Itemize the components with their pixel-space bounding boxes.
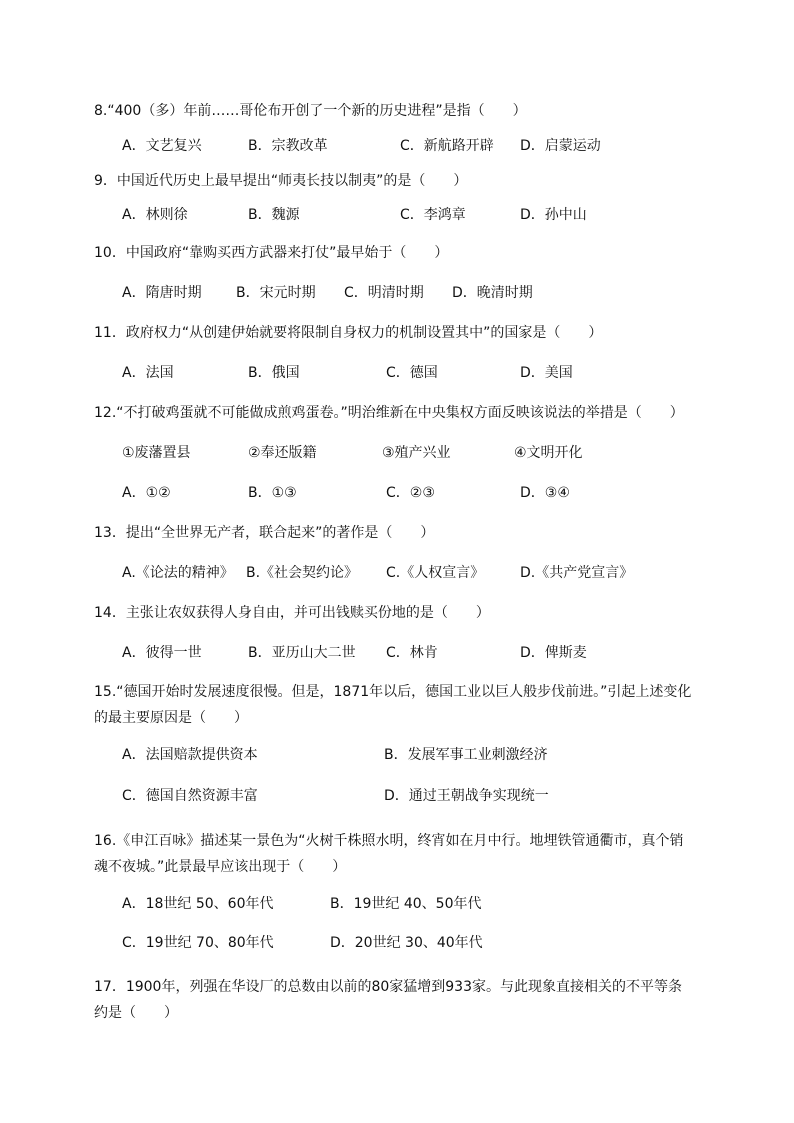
question-13-option-d: D.《共产党宣言》 [520, 565, 634, 581]
question-14-stem: 14．主张让农奴获得人身自由，并可出钱赎买份地的是（ ） [94, 605, 490, 621]
question-13-option-c: C.《人权宣言》 [386, 565, 485, 581]
question-13-stem: 13．提出“全世界无产者，联合起来”的著作是（ ） [94, 525, 435, 541]
question-10-option-b: B．宋元时期 [236, 285, 316, 301]
question-12-item-3: ③殖产兴业 [382, 445, 451, 461]
question-9-option-c: C．李鸿章 [400, 207, 466, 223]
question-8-stem: 8.“400（多）年前……哥伦布开创了一个新的历史进程”是指（ ） [94, 103, 527, 119]
question-16-stem: 16.《申江百咏》描述某一景色为“火树千株照水明，终宵如在月中行。地埋铁管通衢市，真个销魂不夜城。”此景最早应该出现于（ ） [94, 833, 684, 875]
question-12-option-c: C．②③ [386, 485, 435, 501]
question-12-option-d: D．③④ [520, 485, 570, 501]
question-12-option-a: A．①② [122, 485, 171, 501]
question-12-option-b: B．①③ [248, 485, 297, 501]
question-10-stem: 10．中国政府“靠购买西方武器来打仗”最早始于（ ） [94, 245, 449, 261]
question-16-option-b: B．19世纪 40、50年代 [330, 896, 482, 912]
question-11-option-c: C．德国 [386, 365, 438, 381]
question-8-option-d: D．启蒙运动 [520, 138, 601, 154]
question-11-option-b: B．俄国 [248, 365, 300, 381]
question-14-option-c: C．林肯 [386, 645, 438, 661]
question-14-option-d: D．俾斯麦 [520, 645, 587, 661]
question-11-stem: 11．政府权力“从创建伊始就要将限制自身权力的机制设置其中”的国家是（ ） [94, 325, 603, 341]
question-14-option-b: B．亚历山大二世 [248, 645, 356, 661]
question-8-option-c: C．新航路开辟 [400, 138, 494, 154]
question-11-option-d: D．美国 [520, 365, 573, 381]
question-13-option-b: B.《社会契约论》 [246, 565, 359, 581]
question-12-stem: 12.“不打破鸡蛋就不可能做成煎鸡蛋卷。”明治维新在中央集权方面反映该说法的举措是（ ） [94, 405, 684, 421]
question-9-option-a: A．林则徐 [122, 207, 188, 223]
question-8-option-b: B．宗教改革 [248, 138, 328, 154]
question-9-option-b: B．魏源 [248, 207, 300, 223]
question-15-option-a: A．法国赔款提供资本 [122, 747, 258, 763]
question-12-item-2: ②奉还版籍 [248, 445, 317, 461]
question-10-option-c: C．明清时期 [344, 285, 424, 301]
question-9-stem: 9．中国近代历史上最早提出“师夷长技以制夷”的是（ ） [94, 173, 468, 189]
question-11-option-a: A．法国 [122, 365, 174, 381]
question-15-option-b: B．发展军事工业刺激经济 [384, 747, 548, 763]
question-10-option-d: D．晚清时期 [452, 285, 533, 301]
question-15-stem: 15.“德国开始时发展速度很慢。但是，1871年以后，德国工业以巨人般步伐前进。”引起上述变化的最主要原因是（ ） [94, 684, 692, 726]
question-16-option-d: D．20世纪 30、40年代 [330, 935, 483, 951]
question-13-option-a: A.《论法的精神》 [122, 565, 234, 581]
question-10-option-a: A．隋唐时期 [122, 285, 202, 301]
question-12-item-4: ④文明开化 [514, 445, 583, 461]
question-16-option-a: A．18世纪 50、60年代 [122, 896, 274, 912]
question-14-option-a: A．彼得一世 [122, 645, 202, 661]
question-16-option-c: C．19世纪 70、80年代 [122, 935, 274, 951]
question-17-stem: 17．1900年，列强在华设厂的总数由以前的80家猛增到933家。与此现象直接相关的不平等条约是（ ） [94, 979, 682, 1021]
question-9-option-d: D．孙中山 [520, 207, 587, 223]
question-15-option-c: C．德国自然资源丰富 [122, 788, 258, 804]
question-12-item-1: ①废藩置县 [122, 445, 191, 461]
question-15-option-d: D．通过王朝战争实现统一 [384, 788, 549, 804]
question-8-option-a: A．文艺复兴 [122, 138, 202, 154]
